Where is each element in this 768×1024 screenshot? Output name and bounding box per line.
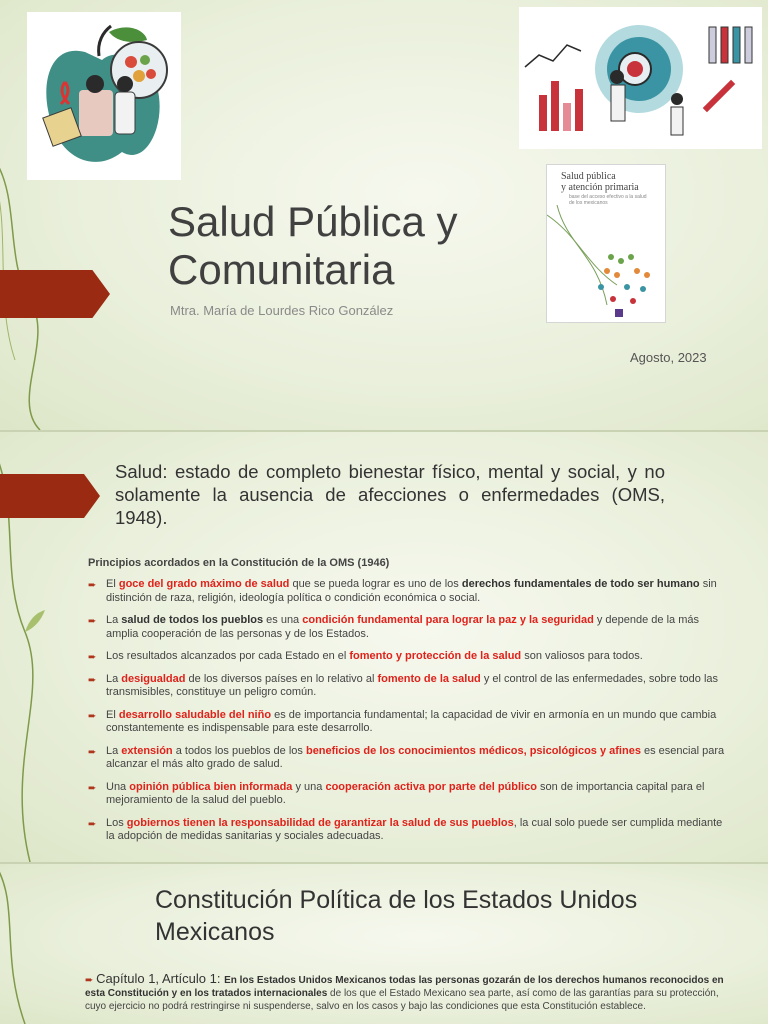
author-name: Mtra. María de Lourdes Rico González: [170, 303, 394, 318]
book-cover-image: [546, 164, 666, 323]
principle-segment: El: [106, 708, 119, 721]
arrow-bullet-icon: ➨: [88, 746, 97, 758]
principle-segment: beneficios de los conocimientos médicos, psicológicos y afines: [305, 744, 641, 757]
principle-text: [106, 781, 705, 807]
principle-text: [106, 745, 724, 771]
principle-segment: derechos fundamentales de todo ser humano: [461, 578, 700, 590]
principle-segment: sin distinción de raza, religión, ideología política o condición económica o social.: [106, 578, 717, 604]
list-item: [88, 614, 728, 641]
principles-list: [88, 578, 728, 853]
book-subtitle: base del acceso efectivo a la salud de los mexicanos: [569, 194, 647, 206]
accent-arrow: [0, 474, 100, 518]
principle-segment: La: [106, 614, 122, 626]
list-item: [88, 709, 728, 736]
principle-segment: es de importancia fundamental; la capacidad de vivir en armonía en un mundo que cambia constantemente es indispensable para este desarrollo.: [106, 708, 717, 734]
title-line2: Comunitaria: [168, 246, 395, 293]
chapter-bold-text: En los Estados Unidos Mexicanos todas las personas gozarán de los derechos humanos reconocidos en esta Constitución y en los tratados internacionales: [85, 975, 724, 999]
constitution-title: Constitución Política de los Estados Unidos Mexicanos: [155, 886, 638, 946]
vine-decoration-icon: [0, 864, 60, 1024]
book-title-line1: Salud pública: [561, 171, 616, 182]
arrow-bullet-icon: ➨: [88, 580, 97, 591]
list-item: [88, 650, 728, 664]
slide-title: [0, 0, 768, 430]
principle-segment: desarrollo saludable del niño: [118, 708, 272, 721]
principle-segment: extensión: [121, 744, 173, 757]
list-item: [88, 578, 728, 605]
list-item: [88, 817, 728, 844]
arrow-bullet-icon: ➨: [88, 674, 97, 686]
principle-segment: y el control de las enfermedades, sobre todo las transmisibles, constituye un peligro común.: [106, 672, 719, 698]
principle-segment: salud de todos los pueblos: [121, 614, 264, 626]
principle-segment: fomento de la salud: [377, 672, 481, 685]
principle-text: [106, 578, 717, 604]
accent-arrow: [0, 270, 110, 318]
arrow-bullet-icon: ➨: [85, 975, 94, 986]
principle-segment: gobiernos tienen la responsabilidad de garantizar la salud de sus pueblos: [126, 816, 514, 829]
principle-segment: desigualdad: [121, 672, 186, 685]
arrow-bullet-icon: ➨: [88, 616, 97, 627]
chapter-label: Capítulo 1, Artículo 1:: [96, 971, 225, 986]
principle-segment: es una: [263, 614, 303, 626]
chapter-rest-text: de los que el Estado Mexicano sea parte, así como de las garantías para su protección, cuyo ejercicio no podrá restringirse ni suspenderse, salvo en los casos y bajo las condiciones que esta Constitución establece.: [85, 988, 719, 1012]
principle-segment: son valiosos para todos.: [521, 650, 643, 662]
presentation-title: [168, 198, 458, 294]
principle-segment: El: [106, 578, 119, 590]
arrow-bullet-icon: ➨: [88, 710, 97, 722]
principle-segment: Los: [106, 816, 127, 829]
principle-segment: Los resultados alcanzados por cada Estado en el: [106, 650, 350, 662]
list-item: [88, 781, 728, 808]
health-definition: Salud: estado de completo bienestar físico, mental y social, y no solamente la ausencia de afecciones o enfermedades (OMS, 1948).: [115, 461, 665, 528]
principle-segment: fomento y protección de la salud: [349, 650, 522, 662]
principle-segment: de los diversos países en lo relativo al: [185, 672, 378, 685]
chapter-paragraph: [85, 972, 725, 1013]
principle-segment: goce del grado máximo de salud: [118, 578, 290, 590]
principle-segment: a todos los pueblos de los: [172, 744, 306, 757]
arrow-bullet-icon: ➨: [88, 652, 97, 663]
science-illustration-image: [519, 7, 762, 149]
principles-title: Principios acordados en la Constitución de la OMS (1946): [88, 557, 390, 569]
principle-segment: son de importancia capital para el mejoramiento de la salud del pueblo.: [106, 780, 705, 806]
principle-segment: que se pueda lograr es uno de los: [289, 578, 462, 590]
principle-text: [106, 709, 716, 735]
title-line1: Salud Pública y: [168, 198, 458, 245]
principle-segment: y depende de la más amplia cooperación de las personas y de los Estados.: [106, 614, 699, 640]
list-item: [88, 745, 728, 772]
principle-text: [106, 673, 718, 699]
arrow-bullet-icon: ➨: [88, 782, 97, 794]
principle-segment: cooperación activa por parte del público: [325, 780, 537, 793]
principle-segment: La: [106, 672, 122, 685]
principle-text: [106, 650, 643, 662]
book-title-line2: y atención primaria: [561, 182, 639, 193]
principle-text: [106, 817, 722, 843]
health-illustration-image: [27, 12, 181, 180]
principle-segment: , la cual solo puede ser cumplida mediante la adopción de medidas sanitarias y sociales adecuadas.: [106, 816, 723, 842]
principle-segment: opinión pública bien informada: [129, 780, 293, 793]
list-item: [88, 673, 728, 700]
principle-text: [106, 614, 699, 640]
principle-segment: es esencial para alcanzar el más alto grado de salud.: [106, 744, 725, 770]
principle-segment: Una: [106, 780, 130, 793]
presentation-date: Agosto, 2023: [630, 350, 707, 365]
principle-segment: condición fundamental para lograr la paz y la seguridad: [302, 614, 594, 626]
principle-segment: La: [106, 744, 122, 757]
arrow-bullet-icon: ➨: [88, 818, 97, 830]
principle-segment: y una: [292, 780, 326, 793]
